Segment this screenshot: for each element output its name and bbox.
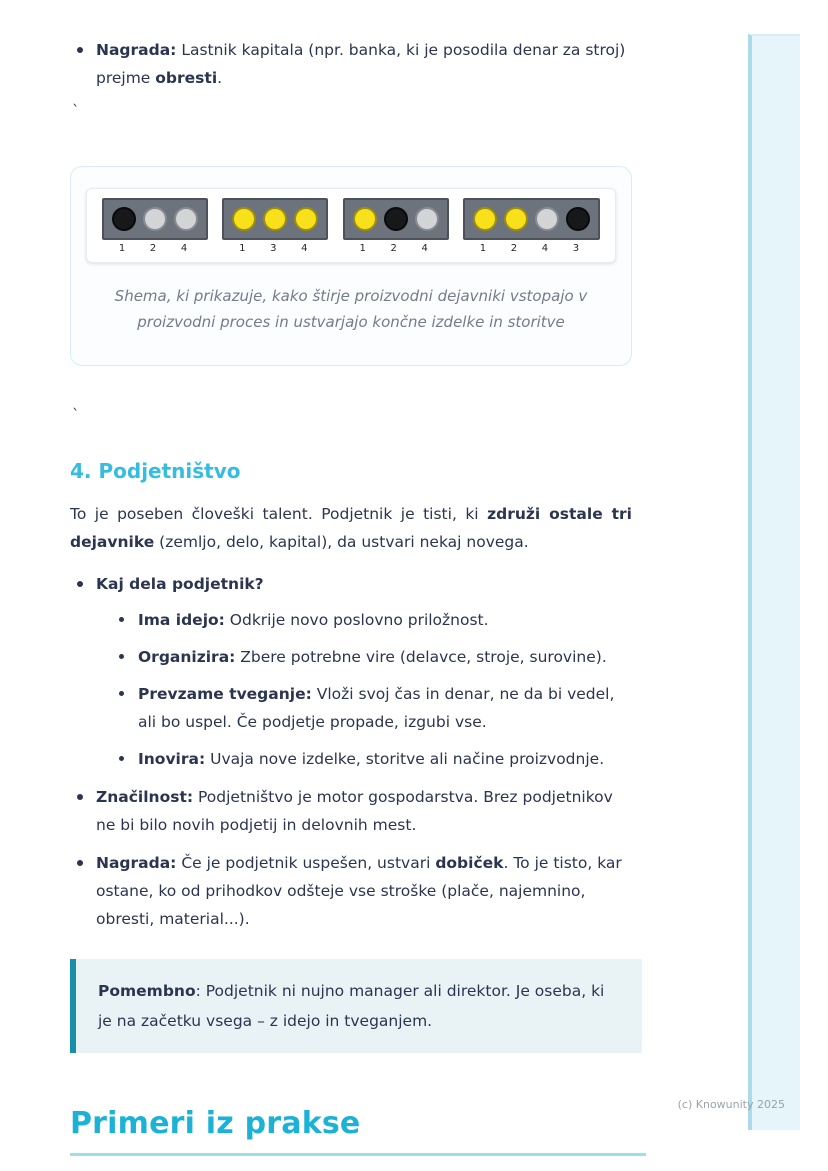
strip-number-labels xyxy=(102,240,208,256)
sub-bullet-prevzame-tveganje: Prevzame tveganje: Vloži svoj čas in denar, ne da bi vedel, ali bo uspel. Če podjetje propade, izgubi vse. xyxy=(112,680,632,736)
gray-dot-icon xyxy=(174,207,198,231)
factor-chip xyxy=(463,198,600,240)
bullet-item-nagrada-kapital: Nagrada: Lastnik kapitala (npr. banka, ki je posodila denar za stroj) prejme obresti. xyxy=(70,36,632,92)
yellow-dot-icon xyxy=(473,207,497,231)
gray-dot-icon xyxy=(143,207,167,231)
dot-number: 4 xyxy=(180,243,188,254)
bullet-text: Kaj dela podjetnik? xyxy=(96,575,264,593)
bullet-item-kaj-dela xyxy=(70,570,632,773)
yellow-dot-icon xyxy=(504,207,528,231)
gray-dot-icon xyxy=(535,207,559,231)
bullet-item-znacilnost: Značilnost: Podjetništvo je motor gospodarstva. Brez podjetnikov ne bi bilo novih podjetij in delovnih mest. xyxy=(70,783,632,839)
black-dot-icon xyxy=(384,207,408,231)
figure-box xyxy=(70,166,632,366)
figure-caption: Shema, ki prikazuje, kako štirje proizvodni dejavniki vstopajo v proizvodni proces in ustvarjajo končne izdelke in storitve xyxy=(114,287,588,331)
gray-dot-icon xyxy=(415,207,439,231)
stray-backtick-1: ` xyxy=(72,102,80,120)
factor-chip xyxy=(102,198,208,240)
dot-number: 4 xyxy=(301,243,308,254)
dot-number: 2 xyxy=(510,243,518,254)
factor-chip xyxy=(343,198,449,240)
entrepreneur-list xyxy=(70,570,632,933)
strip-number-labels xyxy=(463,240,600,256)
black-dot-icon xyxy=(112,207,136,231)
yellow-dot-icon xyxy=(263,207,287,231)
dot-number: 4 xyxy=(421,243,428,254)
yellow-dot-icon xyxy=(353,207,377,231)
dot-number: 3 xyxy=(572,243,580,254)
yellow-dot-icon xyxy=(294,207,318,231)
bullet-item-nagrada-dobicek: Nagrada: Če je podjetnik uspešen, ustvari dobiček. To je tisto, kar ostane, ko od prihodkov odšteje vse stroške (plače, najemnino, obresti, material...). xyxy=(70,849,632,933)
strip-number-labels xyxy=(343,240,449,256)
sub-bullet-inovira: Inovira: Uvaja nove izdelke, storitve ali načine proizvodnje. xyxy=(112,745,632,773)
entrepreneur-sublist xyxy=(96,606,632,773)
sub-bullet-ima-idejo: Ima idejo: Odkrije novo poslovno priložnost. xyxy=(112,606,632,634)
dot-number: 2 xyxy=(149,243,157,254)
page-margin-bar xyxy=(748,34,800,1130)
dot-number: 1 xyxy=(359,243,366,254)
document-content xyxy=(70,0,632,1156)
dot-number: 2 xyxy=(390,243,397,254)
section-heading-podjetnistvo: 4. Podjetništvo xyxy=(70,459,241,483)
sub-bullet-organizira: Organizira: Zbere potrebne vire (delavce, stroje, surovine). xyxy=(112,643,632,671)
entrepreneur-list-wrap xyxy=(70,570,632,933)
section-intro-paragraph: To je poseben človeški talent. Podjetnik je tisti, ki združi ostale tri dejavnike (zemljo, delo, kapital), da ustvari nekaj novega. xyxy=(70,505,632,551)
factor-strip xyxy=(222,198,328,256)
dot-number: 4 xyxy=(541,243,549,254)
stray-backtick-2: ` xyxy=(72,406,80,424)
dot-number: 1 xyxy=(118,243,126,254)
dot-number: 1 xyxy=(239,243,246,254)
factor-strips xyxy=(86,188,616,263)
important-callout: Pomembno: Podjetnik ni nujno manager ali direktor. Je oseba, ki je na začetku vsega – z idejo in tveganjem. xyxy=(70,959,642,1053)
title-underline xyxy=(70,1153,646,1156)
strip-number-labels xyxy=(222,240,328,256)
factor-strip xyxy=(463,198,600,256)
dot-number: 1 xyxy=(479,243,487,254)
page-title-primeri: Primeri iz prakse xyxy=(70,1106,361,1141)
factor-chip xyxy=(222,198,328,240)
black-dot-icon xyxy=(566,207,590,231)
factor-strip xyxy=(102,198,208,256)
dot-number: 3 xyxy=(270,243,277,254)
factor-strip xyxy=(343,198,449,256)
reward-bullet-list xyxy=(70,36,632,92)
footer-credit: (c) Knowunity 2025 xyxy=(677,1098,785,1111)
yellow-dot-icon xyxy=(232,207,256,231)
